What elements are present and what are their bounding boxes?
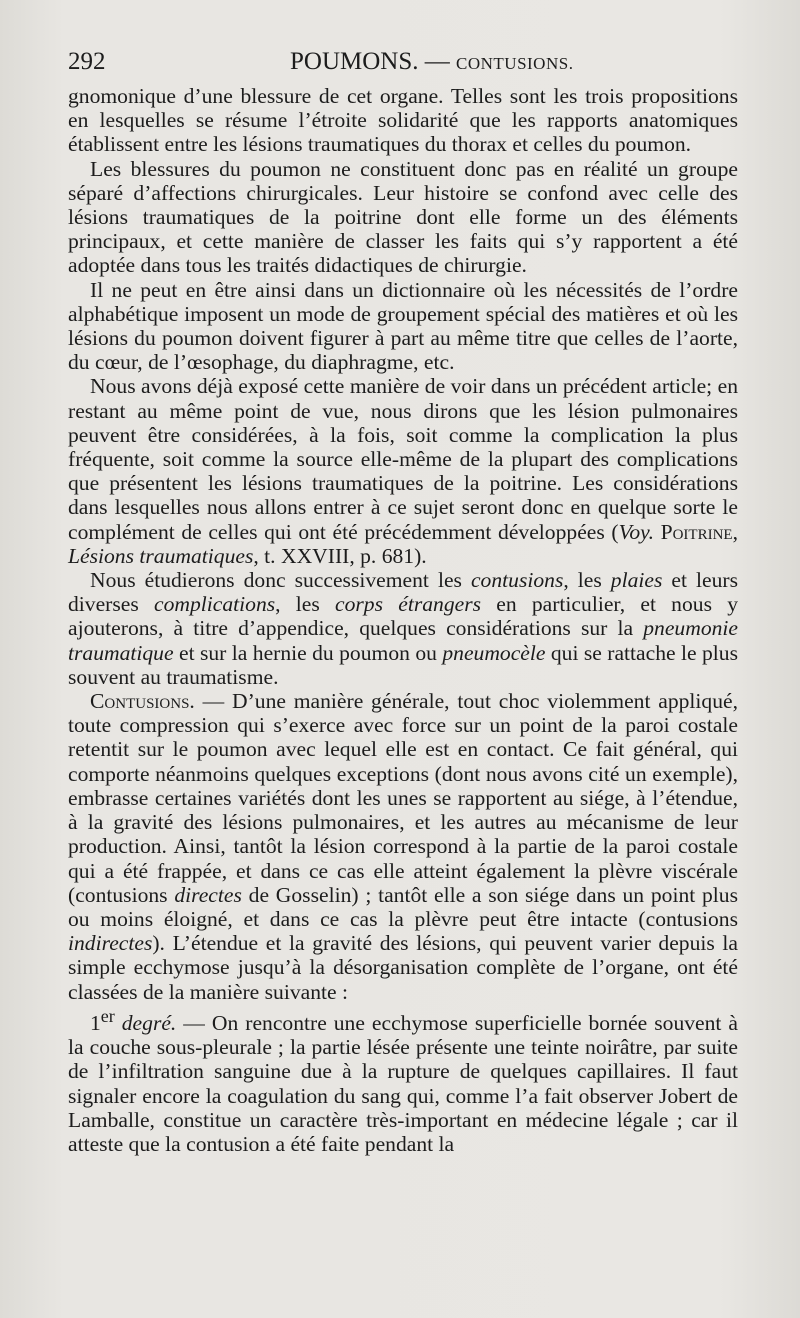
- p5-contusions: contusions: [470, 568, 564, 593]
- p6-text-c: ). L’étendue et la gravité des lésions, qui peuvent varier depuis la simple ecchymose jusqu’à la désorganisation complète de l’organe, ont été classées de la manière suivante :: [68, 931, 738, 1004]
- p5-corps: corps étrangers: [335, 592, 482, 617]
- p5-complications: complications: [154, 592, 276, 617]
- p5-text-e: en particulier, et nous y ajouterons, à titre d’appendice, quelques considérations sur la: [68, 592, 738, 641]
- p4-poitrine: Poitrine: [660, 519, 733, 544]
- p5-pneumonie: pneumonie traumatique: [68, 616, 738, 665]
- p5-text-f: et sur la hernie du poumon ou: [173, 640, 443, 665]
- running-title-main: POUMONS.: [290, 48, 419, 75]
- running-title: [290, 48, 573, 76]
- p5-plaies: plaies: [610, 568, 663, 593]
- paragraph-3: Il ne peut en être ainsi dans un dictionnaire où les nécessités de l’ordre alphabétique imposent un mode de groupement spécial des matières et où les lésions du poumon doivent figurer à part au même titre que celles de l’aorte, du cœur, de l’œsophage, du diaphragme, etc.: [68, 277, 738, 375]
- p5-text-a: Nous étudierons donc successivement les: [90, 568, 471, 593]
- running-title-dash: —: [418, 48, 457, 75]
- paragraph-2: Les blessures du poumon ne constituent donc pas en réalité un groupe séparé d’affections chirurgicales. Leur histoire se confond avec celle des lésions traumatiques de la poitrine dont elle forme un des éléments principaux, et cette manière de classer les faits qui s’y rapportent a été adoptée dans tous les traités didactiques de chirurgie.: [68, 156, 738, 278]
- paragraph-5: [68, 568, 738, 689]
- paragraph-1: gnomonique d’une blessure de cet organe. Telles sont les trois propositions en lesquelles se résume l’étroite solidarité que les rapports anatomiques établissent entre les lésions traumatiques du thorax et celles du poumon.: [68, 84, 738, 157]
- p7-sup: er: [100, 1005, 115, 1026]
- p4-text-a: Nous avons déjà exposé cette manière de voir dans un précédent article; en restant au même point de vue, nous dirons que les lésion pulmonaires peuvent être considérées, à la fois, soit comme la complication la plus fréquente, soit comme la source elle-même de la plupart des complications que présentent les lésions traumatiques de la poitrine. Les considérations dans lesquelles nous allons entrer à ce sujet seront donc en quelque sorte le complément de celles qui ont été précédemment développées (: [68, 374, 738, 544]
- p7-degre: degré.: [114, 1010, 177, 1035]
- paragraph-7: [68, 1004, 738, 1156]
- p4-voy: Voy.: [618, 519, 654, 544]
- p6-text-a: — D’une manière générale, tout choc violemment appliqué, toute compression qui s’exerce avec force sur un point de la paroi costale retentit sur le poumon avec lequel elle est en contact. Ce fait général, qui comporte néanmoins quelques exceptions (dont nous avons cité un exemple), embrasse certaines variétés dont les unes se rapportent au siége, à l’étendue, à la gravité des lésions pulmonaires, et les autres au mécanisme de leur production. Ainsi, tantôt la lésion correspond à la partie de la paroi costale qui a été frappée, et dans ce cas elle atteint également la plèvre viscérale (contusions: [68, 689, 738, 907]
- p6-text-b: de Gosselin) ; tantôt elle a son siége dans un point plus ou moins éloigné, et dans ce cas la plèvre peut être intacte (contusions: [68, 882, 738, 931]
- p7-text-a: — On rencontre une ecchymose superficielle bornée souvent à la couche sous-pleurale ; la partie lésée présente une teinte noirâtre, par suite de l’infiltration sanguine due à la rupture de quelques capillaires. Il faut signaler encore la coagulation du sang qui, comme l’a fait observer Jobert de Lamballe, constitue un caractère très-important en médecine légale ; car il atteste que la contusion a été faite pendant la: [68, 1010, 738, 1156]
- p4-sep: ,: [732, 519, 738, 544]
- p5-pneumocele: pneumocèle: [442, 640, 546, 665]
- p4-text-b: , t. XXVIII, p. 681).: [253, 543, 427, 568]
- p6-label: Contusions.: [90, 689, 195, 714]
- page-number: 292: [68, 48, 106, 75]
- p5-text-b: , les: [563, 568, 611, 593]
- paragraph-6: [68, 689, 738, 1004]
- p5-text-g: qui se rattache le plus souvent au traumatisme.: [68, 640, 739, 689]
- page-body: [68, 84, 738, 1156]
- p6-indirectes: indirectes: [68, 931, 153, 956]
- p7-num: 1: [90, 1010, 101, 1035]
- p5-text-d: , les: [275, 592, 336, 617]
- paragraph-4: [68, 374, 738, 568]
- running-title-sub: CONTUSIONS.: [456, 54, 574, 73]
- p4-lesions: Lésions traumatiques: [68, 543, 254, 568]
- p6-directes: directes: [174, 882, 242, 907]
- page-header: [68, 48, 738, 82]
- p5-text-c: et leurs diverses: [68, 568, 739, 617]
